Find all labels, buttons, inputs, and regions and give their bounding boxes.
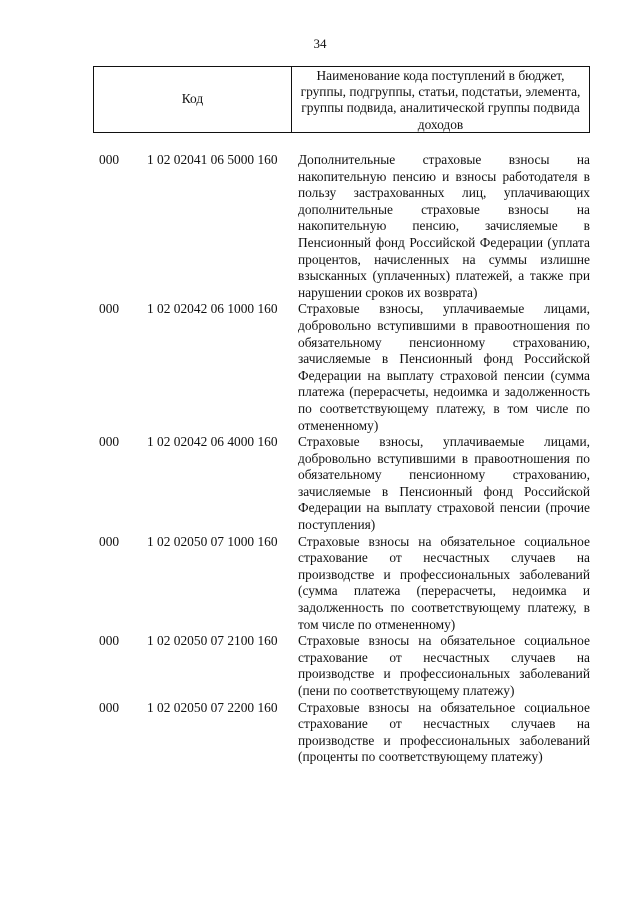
income-code: 1 02 02050 07 2100 160 (147, 633, 278, 649)
table-row (0, 152, 640, 301)
income-code: 1 02 02042 06 1000 160 (147, 301, 278, 317)
admin-code: 000 (99, 301, 120, 317)
header-name-label: Наименование кода поступлений в бюджет, группы, подгруппы, статьи, подстатьи, элемента, группы подвида, аналитической группы подвида доходов (300, 68, 581, 132)
header-code-label: Код (181, 91, 204, 107)
income-code: 1 02 02042 06 4000 160 (147, 434, 278, 450)
income-description: Дополнительные страховые взносы на накопительную пенсию и взносы работодателя в пользу застрахованных лиц, уплачивающих дополнительные страховые взносы на накопительную пенсию, зачисляемые в Пенсионный фонд Российской Федерации (уплата процентов, начисленных на суммы излишне взысканных (уплаченных) платежей, а также при нарушении сроков их возврата) (298, 152, 590, 300)
admin-code: 000 (99, 152, 120, 167)
income-description: Страховые взносы на обязательное социальное страхование от несчастных случаев на производстве и профессиональных заболеваний (сумма платежа (перерасчеты, недоимка и задолженность по соответствующему платежу, в том числе по отмененному) (298, 533, 590, 632)
admin-code: 000 (99, 699, 120, 715)
header-code-cell (94, 67, 292, 132)
income-code-list (0, 152, 640, 766)
income-description: Страховые взносы, уплачиваемые лицами, добровольно вступившими в правоотношения по обязательному пенсионному страхованию, зачисляемые в Пенсионный фонд Российской Федерации на выплату страховой пенсии (прочие поступления) (298, 434, 590, 533)
income-code: 1 02 02050 07 1000 160 (147, 533, 278, 549)
admin-code: 000 (99, 633, 120, 649)
income-description: Страховые взносы на обязательное социальное страхование от несчастных случаев на производстве и профессиональных заболеваний (проценты по соответствующему платежу) (298, 699, 590, 765)
income-code: 1 02 02050 07 2200 160 (147, 699, 278, 715)
page-number: 34 (313, 36, 327, 51)
header-name-cell (292, 67, 589, 132)
table-row (0, 301, 640, 434)
table-row (0, 534, 640, 634)
table-row (0, 434, 640, 534)
admin-code: 000 (99, 434, 120, 450)
income-description: Страховые взносы на обязательное социальное страхование от несчастных случаев на производстве и профессиональных заболеваний (пени по соответствующему платежу) (298, 633, 590, 698)
admin-code: 000 (99, 533, 120, 549)
income-description: Страховые взносы, уплачиваемые лицами, добровольно вступившими в правоотношения по обязательному пенсионному страхованию, зачисляемые в Пенсионный фонд Российской Федерации на выплату страховой пенсии (сумма платежа (перерасчеты, недоимка и задолженность по соответствующему платежу, в том числе по отмененному) (298, 301, 590, 433)
table-row (0, 633, 640, 699)
table-header (93, 66, 590, 133)
income-code: 1 02 02041 06 5000 160 (147, 152, 278, 167)
table-row (0, 700, 640, 766)
